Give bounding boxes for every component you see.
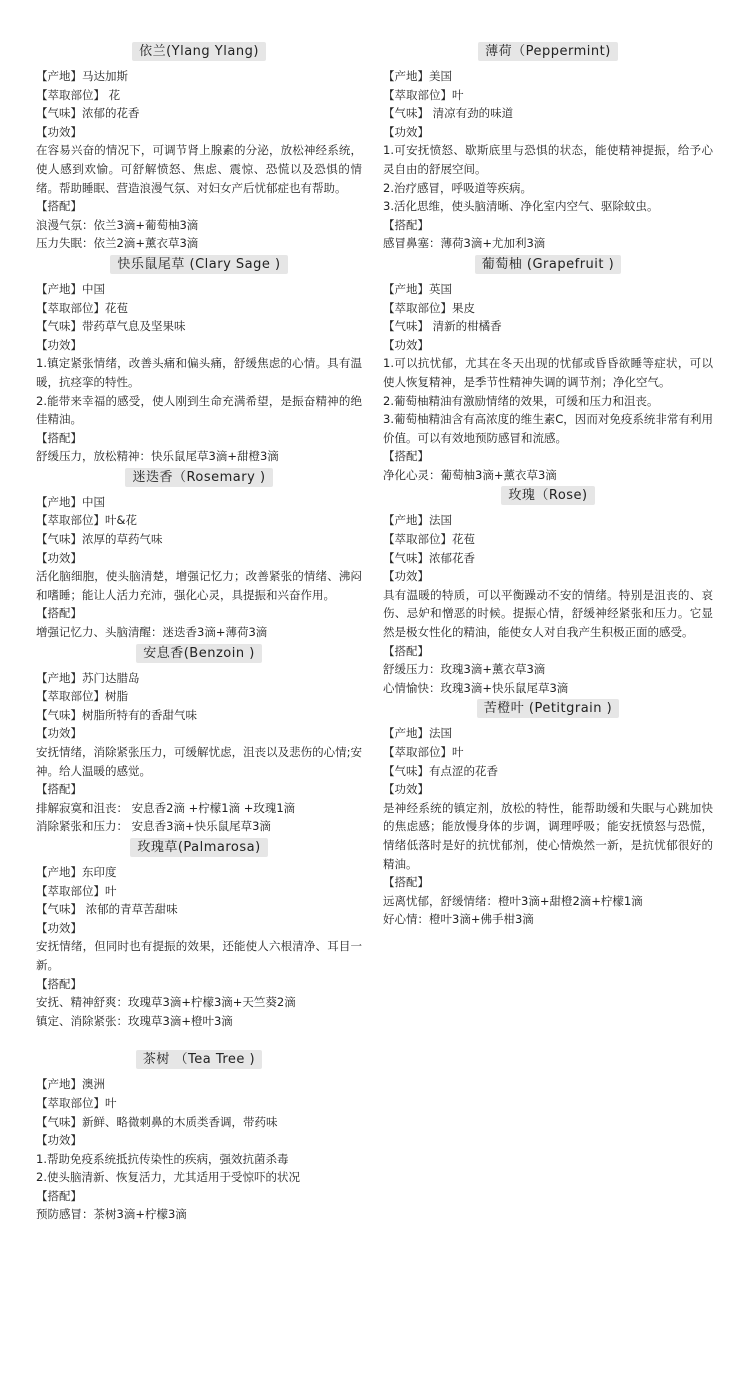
blend-recipe: 舒缓压力，放松精神：快乐鼠尾草3滴+甜橙3滴 [36,449,279,464]
effect-text: 3.活化思维，使头脑清晰、净化室内空气、驱除蚊虫。 [383,199,659,214]
part-line [383,86,713,105]
origin-line-label: 【产地】 [383,726,429,741]
oil-section [383,253,713,485]
blend-heading [36,780,362,799]
oil-section [36,40,362,253]
oil-title-wrap [383,40,713,64]
aroma-line-label: 【气味】 [36,319,82,334]
effect-heading [36,123,362,142]
blend-heading-label: 【搭配】 [383,875,429,890]
aroma-line-label: 【气味】 [383,550,429,565]
origin-line-value: 苏门达腊岛 [82,670,140,685]
aroma-line [383,549,713,568]
origin-line-value: 马达加斯 [82,69,128,83]
effect-heading-label: 【功效】 [36,124,82,139]
blend-heading [383,447,713,466]
part-line [36,299,362,318]
part-line-value: 叶 [105,883,117,898]
origin-line-value: 美国 [429,69,452,83]
origin-line-label: 【产地】 [36,1077,82,1092]
blend-recipe: 好心情：橙叶3滴+佛手柑3滴 [383,912,534,927]
part-line-label: 【萃取部位】 [36,513,105,528]
blend-recipe: 舒缓压力：玫瑰3滴+薰衣草3滴 [383,662,546,677]
aroma-line-value: 树脂所特有的香甜气味 [82,707,197,722]
aroma-line-value: 浓厚的草药气味 [82,532,163,547]
origin-line [36,280,362,299]
blend-recipe: 增强记忆力、头脑清醒：迷迭香3滴+薄荷3滴 [36,625,268,640]
oil-title: 薄荷（Peppermint) [478,42,618,61]
origin-line [383,724,713,743]
blend-recipe: 净化心灵：葡萄柚3滴+薰衣草3滴 [383,467,557,482]
blend-heading-label: 【搭配】 [383,643,429,658]
aroma-line-value: 新鲜、略微刺鼻的木质类香调，带药味 [82,1114,278,1129]
part-line-label: 【萃取部位】 [36,883,105,898]
oil-section [36,1048,362,1224]
effect-heading [383,336,713,355]
effect-heading-label: 【功效】 [36,920,82,935]
oil-title-wrap [36,466,362,490]
aroma-line-label: 【气味】 [383,106,429,121]
aroma-line [36,104,362,123]
blend-recipe: 远离忧郁，舒缓情绪：橙叶3滴+甜橙2滴+柠檬1滴 [383,893,643,908]
origin-line-label: 【产地】 [36,494,82,509]
effect-heading-label: 【功效】 [383,569,429,584]
origin-line-value: 中国 [82,281,105,296]
part-line-value: 花 [105,87,121,102]
origin-line-label: 【产地】 [383,69,429,83]
origin-line-label: 【产地】 [383,513,429,528]
oil-section [383,484,713,697]
blend-heading-label: 【搭配】 [36,199,82,214]
aroma-line-label: 【气味】 [383,319,429,334]
blend-heading-label: 【搭配】 [383,449,429,464]
effect-heading [383,123,713,142]
aroma-line-value: 有点涩的花香 [429,763,498,778]
oil-title: 依兰(Ylang Ylang) [132,42,266,61]
effect-heading [36,549,362,568]
origin-line [383,280,713,299]
blend-heading [36,197,362,216]
effect-heading-label: 【功效】 [383,124,429,139]
origin-line [36,67,362,86]
effect-heading [383,567,713,586]
effect-heading-label: 【功效】 [36,550,82,565]
part-line [383,299,713,318]
part-line-label: 【萃取部位】 [383,532,452,547]
effect-heading-label: 【功效】 [36,337,82,352]
part-line-label: 【萃取部位】 [383,300,452,315]
origin-line-label: 【产地】 [36,670,82,685]
aroma-line [36,1113,362,1132]
origin-line-value: 澳洲 [82,1077,105,1092]
aroma-line-label: 【气味】 [383,763,429,778]
oil-section [36,253,362,466]
effect-text: 1.可安抚愤怒、歇斯底里与恐惧的状态，能使精神提振，给予心灵自由的舒展空间。 [383,143,713,176]
aroma-line-value: 清凉有劲的味道 [429,106,514,121]
part-line [36,1094,362,1113]
oil-title: 安息香(Benzoin ) [136,644,262,663]
oil-title: 迷迭香（Rosemary ) [125,468,272,487]
origin-line [36,493,362,512]
part-line-label: 【萃取部位】 [36,1095,105,1110]
oil-title-wrap [383,253,713,277]
oil-title-wrap [383,697,713,721]
origin-line-value: 法国 [429,513,452,528]
origin-line-label: 【产地】 [383,281,429,296]
part-line [36,687,362,706]
part-line-label: 【萃取部位】 [383,745,452,759]
blend-heading-label: 【搭配】 [36,430,82,445]
effect-text: 2.治疗感冒，呼吸道等疾病。 [383,180,532,195]
oil-section [36,836,362,1030]
effect-text: 在容易兴奋的情况下，可调节肾上腺素的分泌，放松神经系统，使人感到欢愉。可舒解愤怒、焦虑、震惊、恐慌以及恐惧的情绪。帮助睡眠、营造浪漫气氛、对妇女产后忧郁症也有帮助。 [36,143,362,195]
origin-line [36,863,362,882]
aroma-line-value: 带药草气息及坚果味 [82,319,186,334]
oil-section [36,642,362,836]
blend-recipe: 浪漫气氛：依兰3滴+葡萄柚3滴 [36,217,199,232]
right-column [383,40,713,929]
part-line [36,86,362,105]
origin-line-value: 中国 [82,494,105,509]
oil-section [383,697,713,929]
blend-recipe: 镇定、消除紧张：玫瑰草3滴+橙叶3滴 [36,1013,233,1028]
origin-line-value: 法国 [429,726,452,741]
blend-heading-label: 【搭配】 [36,976,82,991]
blend-recipe: 心情愉快：玫瑰3滴+快乐鼠尾草3滴 [383,680,569,695]
effect-heading-label: 【功效】 [383,782,429,797]
aroma-line-label: 【气味】 [36,707,82,722]
blend-heading [36,1187,362,1206]
part-line-value: 花苞 [105,300,128,315]
aroma-line-label: 【气味】 [36,532,82,547]
effect-heading [36,1131,362,1150]
effect-heading [36,724,362,743]
aroma-line-value: 浓郁的青草苦甜味 [82,902,178,917]
part-line-value: 叶 [452,87,464,102]
oil-section [383,40,713,253]
effect-heading [36,336,362,355]
oil-title: 玫瑰草(Palmarosa) [130,838,267,857]
section-gap [36,1030,362,1048]
origin-line-label: 【产地】 [36,864,82,879]
aroma-line [383,762,713,781]
effect-heading-label: 【功效】 [36,1133,82,1148]
part-line [383,743,713,762]
effect-text: 2.能带来幸福的感受，使人刚到生命充满希望，是振奋精神的绝佳精油。 [36,393,362,427]
effect-heading-label: 【功效】 [36,726,82,741]
aroma-line [36,530,362,549]
part-line [383,530,713,549]
blend-recipe: 预防感冒：茶树3滴+柠檬3滴 [36,1207,187,1222]
effect-text: 具有温暖的特质，可以平衡躁动不安的情绪。特别是沮丧的、哀伤、忌妒和憎恶的时候。提振心情，舒缓神经紧张和压力。它显然是极女性化的精油，能使女人对自我产生积极正面的感受。 [383,587,713,640]
part-line-value: 叶 [452,745,464,759]
part-line-value: 树脂 [105,689,128,704]
blend-heading [36,429,362,448]
blend-heading-label: 【搭配】 [383,217,429,232]
part-line-label: 【萃取部位】 [36,689,105,704]
blend-recipe: 消除紧张和压力： 安息香3滴+快乐鼠尾草3滴 [36,819,271,834]
oil-title: 快乐鼠尾草 (Clary Sage ) [110,255,287,274]
origin-line-value: 东印度 [82,864,117,879]
origin-line-value: 英国 [429,281,452,296]
origin-line [36,1075,362,1094]
part-line-label: 【萃取部位】 [36,87,105,102]
oil-title-wrap [36,836,362,860]
aroma-line-value: 浓郁花香 [429,550,475,565]
effect-text: 1.帮助免疫系统抵抗传染性的疾病，强效抗菌杀毒 [36,1151,289,1166]
effect-text: 1.镇定紧张情绪，改善头痛和偏头痛，舒缓焦虑的心情。具有温暖，抗痉挛的特性。 [36,356,362,389]
aroma-line [36,706,362,725]
oil-title: 苦橙叶 (Petitgrain ) [477,699,620,718]
blend-heading [36,975,362,994]
blend-heading-label: 【搭配】 [36,782,82,797]
effect-heading [36,919,362,938]
part-line-value: 果皮 [452,300,475,315]
oil-title: 玫瑰（Rose) [501,486,594,505]
effect-text: 1.可以抗忧郁，尤其在冬天出现的忧郁或昏昏欲睡等症状，可以使人恢复精神，是季节性精神失调的调节剂；净化空气。 [383,356,713,389]
effect-heading [383,780,713,799]
effect-text: 安抚情绪，消除紧张压力，可缓解忧虑，沮丧以及悲伤的心情;安神。给人温暖的感觉。 [36,745,362,778]
oil-title-wrap [36,253,362,277]
part-line-label: 【萃取部位】 [383,87,452,102]
blend-heading-label: 【搭配】 [36,1188,82,1203]
aroma-line [383,104,713,123]
part-line-label: 【萃取部位】 [36,300,105,315]
blend-recipe: 排解寂寞和沮丧： 安息香2滴 +柠檬1滴 +玫瑰1滴 [36,800,296,815]
origin-line [383,511,713,530]
oil-title-wrap [36,1048,362,1072]
aroma-line [36,900,362,919]
aroma-line-label: 【气味】 [36,1114,82,1129]
aroma-line-value: 浓郁的花香 [82,106,140,121]
effect-text: 安抚情绪，但同时也有提振的效果，还能使人六根清净、耳目一新。 [36,939,362,972]
effect-text: 2.葡萄柚精油有激励情绪的效果，可缓和压力和沮丧。 [383,393,659,408]
aroma-line [383,317,713,336]
blend-heading [36,604,362,623]
oil-section [36,466,362,642]
blend-heading-label: 【搭配】 [36,606,82,621]
oil-title-wrap [36,642,362,666]
effect-text: 2.使头脑清新、恢复活力，尤其适用于受惊吓的状况 [36,1170,300,1185]
origin-line [383,67,713,86]
blend-recipe: 压力失眠：依兰2滴+薰衣草3滴 [36,236,199,251]
blend-heading [383,642,713,661]
effect-text: 活化脑细胞，使头脑清楚，增强记忆力；改善紧张的情绪、沸闷和嗜睡；能让人活力充沛，强化心灵，具提振和兴奋作用。 [36,569,362,602]
effect-heading-label: 【功效】 [383,337,429,352]
aroma-line-label: 【气味】 [36,902,82,917]
origin-line-label: 【产地】 [36,69,82,83]
blend-heading [383,873,713,892]
aroma-line-label: 【气味】 [36,106,82,121]
oil-title: 葡萄柚 (Grapefruit ) [475,255,621,274]
effect-text: 是神经系统的镇定剂，放松的特性，能帮助缓和失眠与心跳加快的焦虑感；能放慢身体的步调，调理呼吸；能安抚愤怒与恐慌，情绪低落时是好的抗忧郁剂，使心情焕然一新，是抗忧郁很好的精油。 [383,800,713,871]
origin-line-label: 【产地】 [36,281,82,296]
part-line-value: 花苞 [452,532,475,547]
oil-title-wrap [383,484,713,508]
blend-recipe: 感冒鼻塞：薄荷3滴+尤加利3滴 [383,236,546,251]
oil-title-wrap [36,40,362,64]
blend-recipe: 安抚、精神舒爽：玫瑰草3滴+柠檬3滴+天竺葵2滴 [36,995,296,1010]
left-column [36,40,362,1224]
part-line-value: 叶&花 [105,513,137,528]
part-line-value: 叶 [105,1095,117,1110]
aroma-line [36,317,362,336]
part-line [36,511,362,530]
origin-line [36,669,362,688]
effect-text: 3.葡萄柚精油含有高浓度的维生素C，因而对免疫系统非常有利用价值。可以有效地预防感冒和流感。 [383,412,713,445]
oil-title: 茶树 （Tea Tree ) [136,1050,262,1069]
aroma-line-value: 清新的柑橘香 [429,319,502,334]
blend-heading [383,216,713,235]
part-line [36,882,362,901]
